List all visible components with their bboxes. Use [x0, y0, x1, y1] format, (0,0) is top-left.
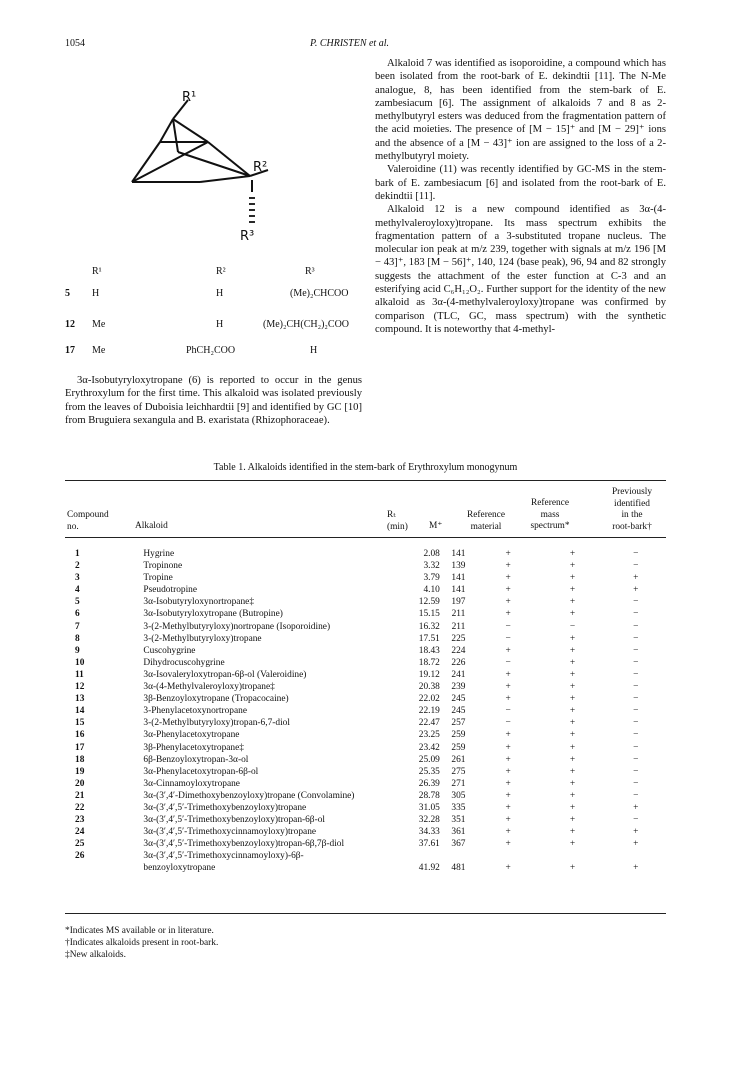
table-row — [65, 839, 666, 851]
th-ref: Reference material — [467, 510, 505, 532]
table-cell-rt: 28.78 — [418, 790, 440, 801]
table-cell-root: − — [633, 645, 639, 656]
table-row — [65, 743, 666, 755]
table-cell-m: 259 — [451, 730, 466, 741]
table-cell-no: 26 — [75, 851, 85, 862]
table-cell-m: 257 — [451, 718, 466, 729]
table-cell-rt: 22.02 — [418, 694, 440, 705]
table-top-rule — [65, 480, 666, 481]
table-cell-rt: 20.38 — [418, 682, 440, 693]
table-cell-no: 22 — [75, 802, 85, 813]
table-cell-no: 11 — [75, 669, 84, 680]
table-cell-name: 3-Phenylacetoxynortropane — [143, 706, 248, 717]
table-cell-ms: + — [569, 694, 576, 705]
table-cell-no: 16 — [75, 730, 85, 741]
table-cell-ref: + — [505, 754, 511, 765]
table-cell-root: − — [633, 621, 639, 632]
table-cell-m: 335 — [451, 802, 466, 813]
substituent-col-r3: R³ — [305, 266, 315, 277]
table-row — [65, 791, 666, 803]
table-cell-m: 305 — [451, 790, 466, 801]
table-cell-root: − — [633, 730, 639, 741]
table-cell-ref: + — [505, 609, 511, 620]
table-cell-ref: − — [505, 706, 511, 717]
table-cell-root: − — [633, 766, 639, 777]
table-cell-root: − — [633, 718, 639, 729]
table-cell-m: 211 — [451, 621, 466, 632]
table-cell-ref: + — [505, 790, 511, 801]
table-cell-rt: 16.32 — [418, 621, 440, 632]
r2-label: R² — [253, 160, 268, 175]
table-cell-root — [606, 851, 666, 863]
table-cell-m: 261 — [451, 754, 466, 765]
table-cell-name: 3α-(3′,4′,5′-Trimethoxybenzoyloxy)tropan-6β-ol — [143, 815, 325, 826]
table-cell-ms: + — [569, 549, 576, 559]
substituent-col-r1: R¹ — [92, 266, 102, 277]
table-cell-root: − — [633, 633, 639, 644]
table-cell-no: 17 — [75, 742, 85, 753]
substituent-col-r2: R² — [216, 266, 226, 277]
table-cell-ref: + — [505, 802, 511, 813]
table-cell-m: 224 — [451, 645, 466, 656]
table-cell-root: + — [633, 863, 639, 874]
table-cell-ms: + — [569, 863, 576, 874]
table-cell-no: 9 — [75, 645, 80, 656]
table-row — [65, 658, 666, 670]
table-header — [65, 487, 666, 533]
table-cell-ref: + — [505, 561, 511, 572]
footnote: *Indicates MS available or in literature. — [65, 926, 214, 936]
table-cell-root: − — [633, 778, 639, 789]
table-row — [65, 718, 666, 730]
table-cell-ms: + — [569, 754, 576, 765]
alkaloid-table — [65, 549, 666, 876]
table-cell-name: benzoyloxytropane — [143, 863, 216, 874]
table-cell-m: 225 — [451, 633, 466, 644]
table-row — [65, 827, 666, 839]
paragraph: 3α-Isobutyryloxytropane (6) is reported to occur in the genus Erythroxylum for the first time. This alkaloid was isolated previously from the leaves of Duboisia leichhardtii [9] and identified by GC [10] from Bruguiera sexangula and B. exaristata (Rhizophoraceae). — [65, 375, 362, 426]
table-cell-ms: + — [569, 633, 576, 644]
table-cell-m: 259 — [451, 742, 466, 753]
table-cell-name: 3α-(3′,4′,5′-Trimethoxybenzoyloxy)tropan-6β,7β-diol — [143, 839, 345, 850]
table-cell-ref: + — [505, 549, 511, 559]
table-cell-name: 3-(2-Methylbutyryloxy)nortropane (Isoporoidine) — [143, 621, 331, 632]
table-cell-ref: + — [505, 778, 511, 789]
table-cell-name: 3α-Isobutyryloxytropane (Butropine) — [143, 609, 283, 620]
table-cell-no: 18 — [75, 754, 85, 765]
table-cell-rt: 19.12 — [418, 669, 440, 680]
table-cell-no: 10 — [75, 657, 85, 668]
table-cell-ms: + — [569, 766, 576, 777]
table-cell-ref — [477, 851, 539, 863]
table-cell-no: 2 — [75, 561, 80, 572]
table-cell-ref: + — [505, 694, 511, 705]
table-cell-root: − — [633, 669, 639, 680]
table-cell-ms: + — [569, 682, 576, 693]
right-column — [375, 57, 666, 336]
table-cell-root: − — [633, 657, 639, 668]
table-row — [65, 803, 666, 815]
table-cell-m: 481 — [451, 863, 466, 874]
table-cell-ms: + — [569, 573, 576, 584]
table-row — [65, 634, 666, 646]
table-row — [65, 730, 666, 742]
table-cell-ms: + — [569, 839, 576, 850]
table-cell-rt: 25.35 — [418, 766, 440, 777]
table-cell-name: 3α-(4-Methylvaleroyloxy)tropane‡ — [143, 682, 275, 693]
table-cell-name: Tropinone — [143, 561, 183, 572]
table-cell-m: 361 — [451, 827, 466, 838]
table-cell-ref: + — [505, 682, 511, 693]
table-cell-rt: 23.25 — [418, 730, 440, 741]
table-cell-ref: − — [505, 621, 511, 632]
th-ms: Reference mass spectrum* — [530, 498, 570, 531]
table-cell-rt: 37.61 — [418, 839, 440, 850]
table-cell-ref: − — [505, 657, 511, 668]
table-cell-name: Dihydrocuscohygrine — [143, 657, 225, 668]
table-cell-ms: + — [569, 802, 576, 813]
table-cell-ms: + — [569, 778, 576, 789]
table-row — [65, 561, 666, 573]
table-cell-rt: 4.10 — [423, 585, 440, 596]
table-cell-no: 14 — [75, 706, 85, 717]
table-cell-rt: 25.09 — [418, 754, 440, 765]
table-cell-name: 6β-Benzoyloxytropan-3α-ol — [143, 754, 249, 765]
table-row — [65, 573, 666, 585]
th-rt: Rₜ (min) — [387, 510, 408, 532]
table-cell-rt: 32.28 — [418, 815, 440, 826]
table-cell-name: 3α-Cinnamoyloxytropane — [143, 778, 240, 789]
table-cell-ref: + — [505, 669, 511, 680]
table-cell-rt: 2.08 — [423, 549, 440, 559]
table-cell-name: 3α-Isobutyryloxynortropane‡ — [143, 597, 255, 608]
table-cell-rt — [403, 851, 440, 863]
table-cell-ref: + — [505, 585, 511, 596]
table-cell-ref: + — [505, 827, 511, 838]
table-cell-m: 367 — [451, 839, 466, 850]
table-cell-root: + — [633, 573, 639, 584]
table-cell-no: 5 — [75, 597, 80, 608]
table-cell-name: Cuscohygrine — [143, 645, 196, 656]
running-title: P. CHRISTEN et al. — [310, 38, 389, 49]
table-row — [65, 851, 666, 863]
table-cell-no: 23 — [75, 815, 85, 826]
table-cell-m: 241 — [451, 669, 466, 680]
table-cell-name: 3α-(3′,4′-Dimethoxybenzoyloxy)tropane (Convolamine) — [143, 790, 355, 801]
table-cell-no: 4 — [75, 585, 80, 596]
table-cell-ref: + — [505, 597, 511, 608]
table-cell-m: 245 — [451, 706, 466, 717]
table-row — [65, 609, 666, 621]
table-cell-ref: + — [505, 766, 511, 777]
table-row — [65, 670, 666, 682]
table-cell-rt: 26.39 — [418, 778, 440, 789]
table-cell-no: 25 — [75, 839, 85, 850]
footnote: †Indicates alkaloids present in root-bark. — [65, 938, 219, 948]
table-row — [65, 622, 666, 634]
paragraph: Alkaloid 12 is a new compound identified as 3α-(4-methylvaleroyloxy)tropane. Its mass spectrum exhibits the fragmentation pattern of a 3-substituted tropane nucleus. The molecular ion peak at m/z 239, together with signals at m/z 196 [M − 43]⁺, 183 [M − 56]⁺, 140, 124 (base peak), 96, 94 and 82 strongly suggests the attachment of the ester function at C-3 and an esterifying acid C₆H₁₂O₂. Further support for the identity of the new alkaloid as 3α-(4-methylvaleroyloxy)tropane was confirmed by comparison (TLC, GC, mass spectrum) with the synthetic compound. It is noteworthy that 4-methyl- — [375, 204, 666, 335]
table-cell-rt: 3.79 — [423, 573, 440, 584]
table-cell-name: Hygrine — [143, 549, 175, 559]
table-cell-name: 3β-Benzoyloxytropane (Tropacocaine) — [143, 694, 289, 705]
table-cell-root: − — [633, 754, 639, 765]
table-cell-root: + — [633, 585, 639, 596]
table-cell-ms: + — [569, 585, 576, 596]
table-cell-m: 139 — [451, 561, 466, 572]
table-cell-name: 3-(2-Methylbutyryloxy)tropane — [143, 633, 262, 644]
paragraph: Valeroidine (11) was recently identified by GC-MS in the stem-bark of E. zambesiacum [6] and isolated from the root-bark of E. dekindtii [11]. — [375, 164, 666, 202]
table-row — [65, 549, 666, 561]
table-cell-no: 12 — [75, 682, 85, 693]
table-cell-ms: + — [569, 609, 576, 620]
table-cell-ref: + — [505, 645, 511, 656]
table-cell-rt: 12.59 — [418, 597, 440, 608]
table-cell-rt: 34.33 — [418, 827, 440, 838]
table-cell-root: − — [633, 790, 639, 801]
table-cell-root: − — [633, 706, 639, 717]
table-cell-no: 8 — [75, 633, 80, 644]
table-cell-ms: − — [569, 621, 576, 632]
table-cell-name: 3α-(3′,4′,5′-Trimethoxybenzoyloxy)tropane — [143, 802, 307, 813]
table-cell-root: − — [633, 609, 639, 620]
table-cell-no: 1 — [75, 549, 80, 559]
footnote: ‡New alkaloids. — [65, 950, 126, 960]
table-row — [65, 815, 666, 827]
table-cell-m: 245 — [451, 694, 466, 705]
table-cell-ref: + — [505, 742, 511, 753]
table-header-rule — [65, 537, 666, 538]
table-row — [65, 706, 666, 718]
table-cell-root: + — [633, 827, 639, 838]
left-column — [65, 374, 362, 427]
table-cell-ref: + — [505, 815, 511, 826]
table-cell-rt: 31.05 — [418, 802, 440, 813]
table-cell-rt: 41.92 — [418, 863, 440, 874]
table-row — [65, 597, 666, 609]
footnotes — [65, 925, 218, 961]
table-cell-ms: + — [569, 597, 576, 608]
table-cell-no: 20 — [75, 778, 85, 789]
table-cell-rt: 18.43 — [418, 645, 440, 656]
table-cell-m: 271 — [451, 778, 466, 789]
table-cell-no: 6 — [75, 609, 80, 620]
table-cell-ms: + — [569, 790, 576, 801]
table-cell-name: 3α-Isovaleryloxytropan-6β-ol (Valeroidine) — [143, 669, 307, 680]
table-cell-rt: 22.19 — [418, 706, 440, 717]
table-cell-ms: + — [569, 718, 576, 729]
table-cell-name: 3α-Phenylacetoxytropane — [143, 730, 240, 741]
table-cell-name: 3β-Phenylacetoxytropane‡ — [143, 742, 244, 753]
table-cell-m: 141 — [451, 585, 466, 596]
table-cell-ms: + — [569, 669, 576, 680]
table-cell-rt: 15.15 — [418, 609, 440, 620]
table-cell-ms: + — [569, 706, 576, 717]
r1-label: R¹ — [182, 90, 197, 105]
table-cell-rt: 22.47 — [418, 718, 440, 729]
table-cell-ref: + — [505, 839, 511, 850]
table-cell-m: 275 — [451, 766, 466, 777]
table-cell-m: 351 — [451, 815, 466, 826]
table-row — [65, 755, 666, 767]
table-cell-ms: + — [569, 657, 576, 668]
th-compound: Compound no. — [67, 510, 109, 532]
table-cell-rt: 3.32 — [423, 561, 440, 572]
table-cell-name: 3α-Phenylacetoxytropan-6β-ol — [143, 766, 259, 777]
paragraph: Alkaloid 7 was identified as isoporoidine, a compound which has been isolated from the root-bark of E. dekindtii [11]. The N-Me analogue, 8, has been identified from the stem-bark of E. zambesiacum [6]. The assignment of alkaloids 7 and 8 as 2-methylbutyryl esters was deduced from the fragmentation pattern of the acid moieties. The presence of [M − 15]⁺ and [M − 29]⁺ ions and the absence of a [M − 43]⁺ ion are assigned to the loss of a 2-methylbutyryl moiety. — [375, 58, 666, 163]
th-root: Previously identified in the root-bark† — [611, 487, 653, 532]
table-cell-no: 24 — [75, 827, 85, 838]
page-number: 1054 — [65, 38, 85, 49]
table-cell-name: 3-(2-Methylbutyryloxy)tropan-6,7-diol — [143, 718, 290, 729]
table-cell-ref: − — [505, 633, 511, 644]
table-cell-ms: + — [569, 815, 576, 826]
r3-label: R³ — [240, 229, 255, 244]
table-cell-rt: 17.51 — [418, 633, 440, 644]
table-cell-m: 211 — [451, 609, 466, 620]
table-cell-m — [440, 851, 477, 863]
table-cell-rt: 18.72 — [418, 657, 440, 668]
table-cell-no: 3 — [75, 573, 80, 584]
table-cell-no: 7 — [75, 621, 80, 632]
table-cell-m: 226 — [451, 657, 466, 668]
table-cell-root: − — [633, 742, 639, 753]
table-cell-root: − — [633, 561, 639, 572]
table-cell-ref: + — [505, 573, 511, 584]
table-row — [65, 767, 666, 779]
table-cell-root: − — [633, 682, 639, 693]
th-m: M⁺ — [429, 521, 443, 531]
table-cell-ref: + — [505, 730, 511, 741]
table-cell-rt: 23.42 — [418, 742, 440, 753]
table-cell-ms: + — [569, 730, 576, 741]
table-cell-no: 15 — [75, 718, 85, 729]
table-cell-ms — [539, 851, 605, 863]
table-cell-ref: − — [505, 718, 511, 729]
table-row — [65, 779, 666, 791]
table-cell-root: − — [633, 694, 639, 705]
table-cell-ref: + — [505, 863, 511, 874]
table-bottom-rule — [65, 913, 666, 914]
table-cell-name: 3α-(3′,4′,5′-Trimethoxycinnamoyloxy)tropane — [143, 827, 317, 838]
table-cell-ms: + — [569, 827, 576, 838]
table-cell-m: 239 — [451, 682, 466, 693]
table-row — [65, 863, 666, 875]
table-cell-name: Tropine — [143, 573, 173, 584]
table-cell-m: 197 — [451, 597, 466, 608]
table-cell-no — [65, 863, 143, 875]
table-cell-ms: + — [569, 742, 576, 753]
table-cell-m: 141 — [451, 549, 466, 559]
table-cell-root: + — [633, 839, 639, 850]
table-cell-ms: + — [569, 561, 576, 572]
table-cell-root: + — [633, 802, 639, 813]
table-cell-name: 3α-(3′,4′,5′-Trimethoxycinnamoyloxy)-6β- — [143, 851, 304, 862]
table-caption: Table 1. Alkaloids identified in the stem-bark of Erythroxylum monogynum — [213, 462, 518, 473]
table-cell-m: 141 — [451, 573, 466, 584]
tropane-structure-diagram — [110, 80, 310, 250]
table-row — [65, 682, 666, 694]
table-cell-name: Pseudotropine — [143, 585, 198, 596]
table-row — [65, 585, 666, 597]
table-cell-no: 19 — [75, 766, 85, 777]
table-row — [65, 694, 666, 706]
table-cell-no: 21 — [75, 790, 85, 801]
table-cell-root: − — [633, 549, 639, 559]
table-cell-root: − — [633, 597, 639, 608]
table-cell-ms: + — [569, 645, 576, 656]
table-cell-no: 13 — [75, 694, 85, 705]
table-row — [65, 646, 666, 658]
table-cell-root: − — [633, 815, 639, 826]
th-alkaloid: Alkaloid — [135, 521, 168, 531]
